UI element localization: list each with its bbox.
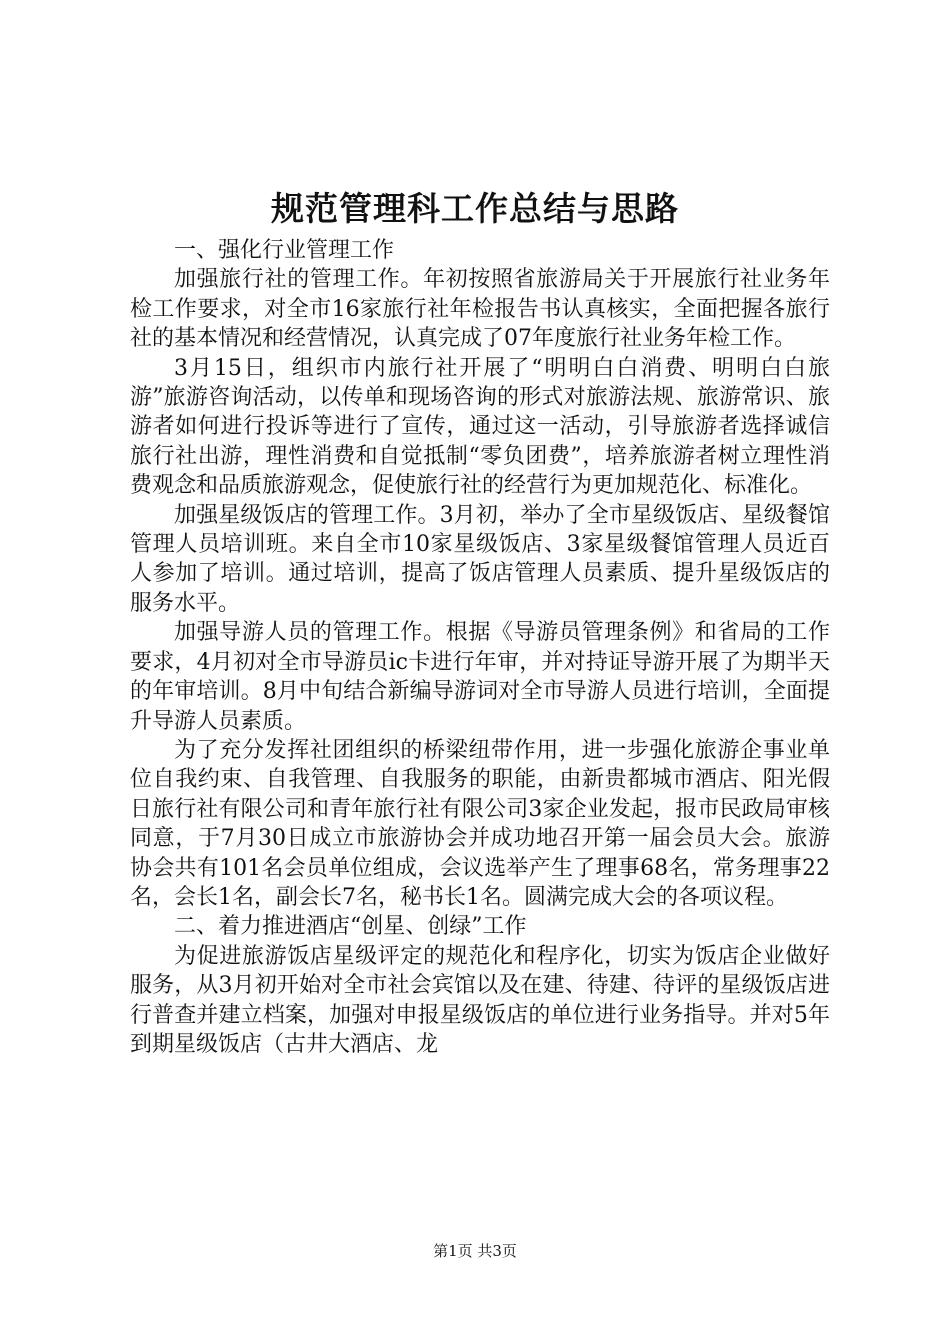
paragraph-star-hotels: 加强星级饭店的管理工作。3月初，举办了全市星级饭店、星级餐馆管理人员培训班。来自全市10家星级饭店、3家星级餐馆管理人员近百人参加了培训。通过培训，提高了饭店管理人员素质、提升星级饭店的服务水平。 <box>130 502 830 616</box>
section-heading-2: 二、着力推进酒店“创星、创绿”工作 <box>174 914 527 940</box>
paragraph-star-rating: 为促进旅游饭店星级评定的规范化和程序化，切实为饭店企业做好服务，从3月初开始对全市社会宾馆以及在建、待建、待评的星级饭店进行普查并建立档案，加强对申报星级饭店的单位进行业务指导。并对5年到期星级饭店（古井大酒店、龙 <box>130 943 830 1057</box>
document-body <box>130 236 830 1059</box>
section-heading-1: 一、强化行业管理工作 <box>174 238 395 263</box>
page-number-footer: 第1页 共3页 <box>433 1242 517 1260</box>
page-title: 规范管理科工作总结与思路 <box>271 189 679 228</box>
paragraph-tour-guides: 加强导游人员的管理工作。根据《导游员管理条例》和省局的工作要求，4月初对全市导游员ic卡进行年审，并对持证导游开展了为期半天的年审培训。8月中旬结合新编导游词对全市导游人员进行培训，全面提升导游人员素质。 <box>130 620 830 734</box>
paragraph-travel-agency: 加强旅行社的管理工作。年初按照省旅游局关于开展旅行社业务年检工作要求，对全市16家旅行社年检报告书认真核实，全面把握各旅行社的基本情况和经营情况，认真完成了07年度旅行社业务年检工作。 <box>130 267 830 352</box>
paragraph-tourism-association: 为了充分发挥社团组织的桥梁纽带作用，进一步强化旅游企事业单位自我约束、自我管理、自我服务的职能，由新贵都城市酒店、阳光假日旅行社有限公司和青年旅行社有限公司3家企业发起，报市民政局审核同意，于7月30日成立市旅游协会并成功地召开第一届会员大会。旅游协会共有101名会员单位组成，会议选举产生了理事68名，常务理事22名，会长1名，副会长7名，秘书长1名。圆满完成大会的各项议程。 <box>130 737 830 910</box>
paragraph-consumer-campaign: 3月15日，组织市内旅行社开展了“明明白白消费、明明白白旅游”旅游咨询活动，以传单和现场咨询的形式对旅游法规、旅游常识、旅游者如何进行投诉等进行了宣传，通过这一活动，引导旅游者选择诚信旅行社出游，理性消费和自觉抵制“零负团费”，培养旅游者树立理性消费观念和品质旅游观念，促使旅行社的经营行为更加规范化、标准化。 <box>130 355 830 499</box>
